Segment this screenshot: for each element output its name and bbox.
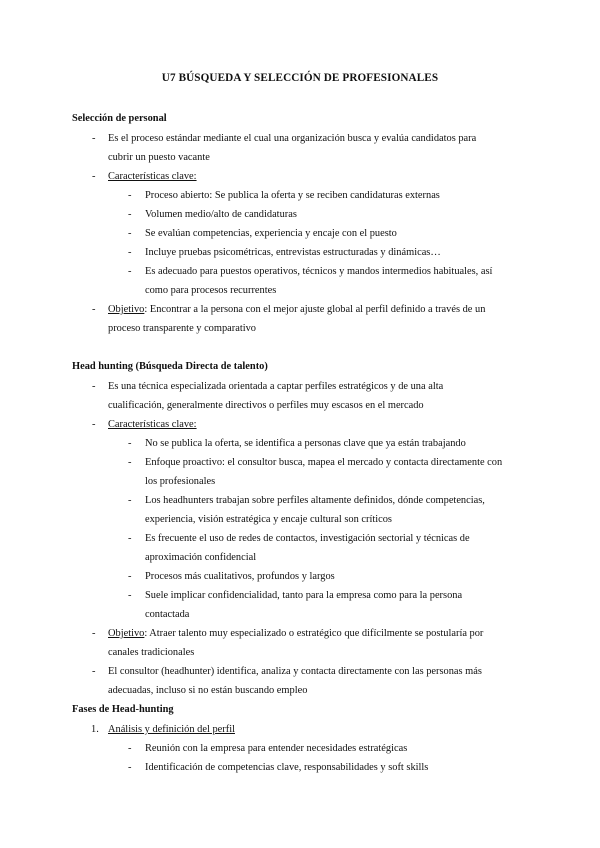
bullet-text: Es el proceso estándar mediante el cual una organización busca y evalúa candidatos para bbox=[108, 133, 477, 144]
document-title: U7 BÚSQUEDA Y SELECCIÓN DE PROFESIONALES bbox=[161, 72, 439, 84]
objetivo-text: canales tradicionales bbox=[108, 647, 195, 658]
sub-bullet-text: Incluye pruebas psicométricas, entrevistas estructuradas y dinámicas… bbox=[145, 247, 441, 258]
section-heading-headhunting: Head hunting (Búsqueda Directa de talento) bbox=[72, 361, 268, 372]
objetivo-label: Objetivo bbox=[108, 304, 145, 315]
sub-bullet-dash: - bbox=[128, 209, 132, 220]
sub-bullet-text: Proceso abierto: Se publica la oferta y se reciben candidaturas externas bbox=[145, 190, 440, 201]
sub-bullet-text: aproximación confidencial bbox=[145, 552, 257, 563]
sub-bullet-text: Volumen medio/alto de candidaturas bbox=[145, 209, 297, 220]
sub-bullet-text: Es frecuente el uso de redes de contactos, investigación sectorial y técnicas de bbox=[145, 533, 470, 544]
objetivo-text bbox=[108, 628, 483, 639]
sub-bullet-dash: - bbox=[128, 266, 132, 277]
bullet-text: Es una técnica especializada orientada a captar perfiles estratégicos y de una alta bbox=[108, 381, 444, 392]
numbered-item-number: 1. bbox=[91, 724, 99, 735]
sub-bullet-text: Se evalúan competencias, experiencia y encaje con el puesto bbox=[145, 228, 397, 239]
sub-bullet-text: como para procesos recurrentes bbox=[145, 285, 277, 296]
section-heading-fases: Fases de Head-hunting bbox=[72, 704, 174, 715]
bullet-dash: - bbox=[92, 133, 96, 144]
sub-bullet-dash: - bbox=[128, 762, 132, 773]
bullet-dash: - bbox=[92, 304, 96, 315]
bullet-dash: - bbox=[92, 628, 96, 639]
sub-bullet-text: No se publica la oferta, se identifica a personas clave que ya están trabajando bbox=[145, 438, 466, 449]
sub-bullet-text: Es adecuado para puestos operativos, técnicos y mandos intermedios habituales, así bbox=[145, 266, 493, 277]
bullet-dash: - bbox=[92, 381, 96, 392]
sub-bullet-text: Enfoque proactivo: el consultor busca, mapea el mercado y contacta directamente con bbox=[145, 457, 503, 468]
objetivo-body: : Encontrar a la persona con el mejor ajuste global al perfil definido a través de un bbox=[144, 304, 486, 315]
bullet-text: cubrir un puesto vacante bbox=[108, 152, 210, 163]
objetivo-text bbox=[108, 304, 485, 315]
objetivo-body: : Atraer talento muy especializado o estratégico que difícilmente se postularía por bbox=[144, 628, 484, 639]
sub-bullet-text: contactada bbox=[145, 609, 190, 620]
bullet-text: adecuadas, incluso si no están buscando empleo bbox=[108, 685, 308, 696]
objetivo-text: proceso transparente y comparativo bbox=[108, 323, 257, 334]
sub-bullet-dash: - bbox=[128, 533, 132, 544]
sub-bullet-text: los profesionales bbox=[145, 476, 216, 487]
bullet-dash: - bbox=[92, 419, 96, 430]
sub-bullet-dash: - bbox=[128, 495, 132, 506]
sub-bullet-text: experiencia, visión estratégica y encaje cultural son críticos bbox=[145, 514, 392, 525]
sub-bullet-dash: - bbox=[128, 457, 132, 468]
sub-bullet-dash: - bbox=[128, 247, 132, 258]
bullet-text: cualificación, generalmente directivos o perfiles muy escasos en el mercado bbox=[108, 400, 424, 411]
sub-bullet-text: Suele implicar confidencialidad, tanto para la empresa como para la persona bbox=[145, 590, 463, 601]
bullet-text: El consultor (headhunter) identifica, analiza y contacta directamente con las personas más bbox=[108, 666, 482, 677]
sub-bullet-text: Procesos más cualitativos, profundos y largos bbox=[145, 571, 335, 582]
caracteristicas-label: Características clave: bbox=[108, 419, 197, 430]
sub-bullet-dash: - bbox=[128, 571, 132, 582]
caracteristicas-label: Características clave: bbox=[108, 171, 197, 182]
sub-bullet-dash: - bbox=[128, 590, 132, 601]
sub-bullet-dash: - bbox=[128, 743, 132, 754]
objetivo-label: Objetivo bbox=[108, 628, 145, 639]
numbered-item-label: Análisis y definición del perfil bbox=[108, 724, 235, 735]
section-heading-seleccion: Selección de personal bbox=[72, 113, 167, 124]
sub-bullet-dash: - bbox=[128, 190, 132, 201]
bullet-dash: - bbox=[92, 171, 96, 182]
sub-bullet-dash: - bbox=[128, 228, 132, 239]
bullet-dash: - bbox=[92, 666, 96, 677]
sub-bullet-text: Identificación de competencias clave, responsabilidades y soft skills bbox=[145, 762, 429, 773]
sub-bullet-text: Los headhunters trabajan sobre perfiles altamente definidos, dónde competencias, bbox=[145, 495, 485, 506]
sub-bullet-text: Reunión con la empresa para entender necesidades estratégicas bbox=[145, 743, 408, 754]
sub-bullet-dash: - bbox=[128, 438, 132, 449]
